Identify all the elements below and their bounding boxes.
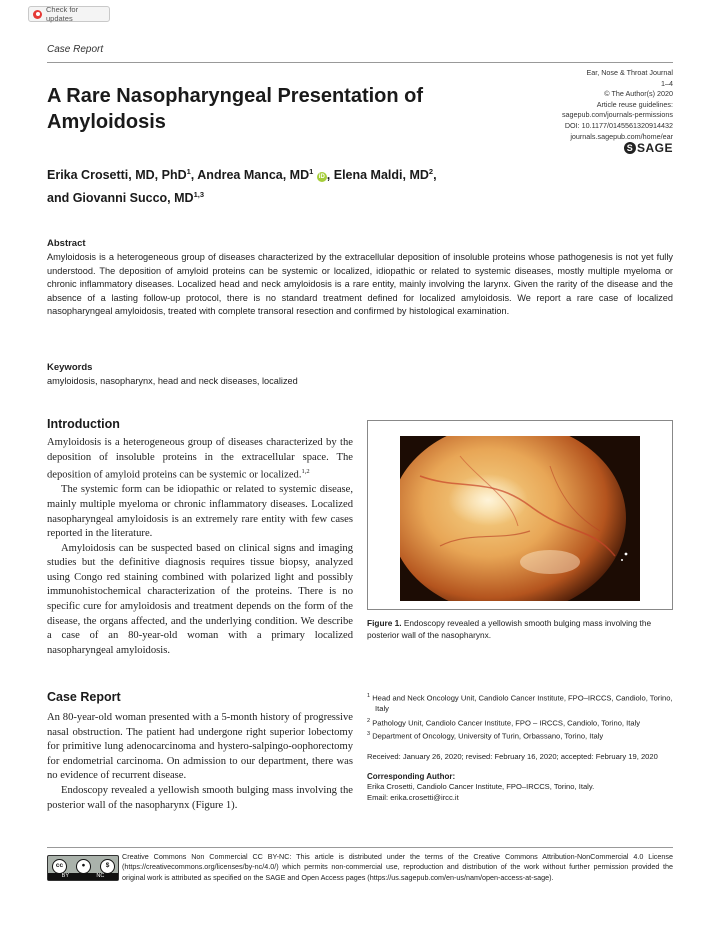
journal-meta — [473, 68, 673, 142]
orcid-icon[interactable]: iD — [318, 174, 325, 181]
journal-name: Ear, Nose & Throat Journal — [586, 68, 673, 77]
corresponding-author-email[interactable]: Email: erika.crosetti@ircc.it — [367, 793, 459, 803]
paragraph: Amyloidosis can be suspected based on clinical signs and imaging studies but the definitive diagnosis requires tissue biopsy, analyzed using Congo red staining combined with polarized light and possibly immunohistochemical characterization of the proteins. There is no specific cure for amyloidosis and treatment depends on the form of the disease, the organs affected, and the underlying condition. We describe a case of an 80-year-old woman with a primary localized nasopharyngeal amyloidosis. — [47, 542, 353, 656]
attribution-icon: ● — [76, 859, 91, 874]
author-separator: , — [190, 168, 198, 183]
paragraph: Endoscopy revealed a yellowish smooth bulging mass involving the posterior wall of the nasopharynx (Figure 1). — [47, 784, 353, 811]
author-name: Elena Maldi, MD — [333, 168, 429, 183]
introduction-body — [47, 436, 353, 658]
doi[interactable]: DOI: 10.1177/0145561320914432 — [564, 120, 673, 130]
cc-icon: cc — [52, 859, 67, 874]
affiliation-number: 1 — [367, 693, 371, 699]
copyright: © The Author(s) 2020 — [604, 89, 673, 99]
keywords-text: amyloidosis, nasopharynx, head and neck diseases, localized — [47, 376, 298, 386]
article-type: Case Report — [47, 44, 104, 55]
cc-license-badge[interactable] — [47, 855, 119, 881]
affiliation-item — [367, 691, 673, 715]
non-commercial-icon: $ — [100, 859, 115, 874]
author-name: Erika Crosetti, MD, PhD — [47, 168, 187, 183]
affiliation-text: Department of Oncology, University of Turin, Orbassano, Torino, Italy — [372, 731, 604, 741]
paragraph — [47, 436, 353, 483]
permissions-link[interactable]: sagepub.com/journals-permissions — [561, 110, 673, 120]
check-for-updates-button[interactable] — [28, 6, 110, 22]
figure-caption — [367, 618, 673, 641]
affiliation-text: Pathology Unit, Candiolo Cancer Institute, FPO – IRCCS, Candiolo, Torino, Italy — [372, 718, 641, 728]
author-list — [47, 162, 527, 208]
affiliation-ref: 1,3 — [193, 190, 204, 200]
sage-logo-text: SAGE — [636, 141, 673, 155]
author-conjunction: and — [47, 191, 73, 206]
keywords-heading: Keywords — [47, 362, 93, 373]
affiliations — [367, 691, 673, 804]
affiliation-ref: 1 — [309, 167, 314, 176]
abstract-heading: Abstract — [47, 238, 86, 249]
author-separator: , — [326, 168, 334, 183]
header-divider — [47, 62, 673, 63]
figure-label: Figure 1. — [367, 618, 402, 628]
affiliation-ref: 1 — [186, 167, 191, 176]
received-dates: Received: January 26, 2020; revised: February 16, 2020; accepted: February 19, 2020 — [367, 751, 658, 761]
cc-badge-strip — [48, 873, 118, 880]
check-for-updates-label: Check for updates — [46, 5, 79, 23]
case-report-body — [47, 711, 353, 813]
affiliation-text: Head and Neck Oncology Unit, Candiolo Cancer Institute, FPO–IRCCS, Candiolo, Torino, Italy — [372, 693, 673, 714]
affiliation-number: 2 — [367, 717, 371, 724]
update-icon — [33, 10, 42, 19]
endoscopy-image — [400, 436, 640, 601]
figure-caption-text: Endoscopy revealed a yellowish smooth bulging mass involving the posterior wall of the nasopharynx. — [367, 618, 652, 640]
affiliation-item — [367, 729, 673, 742]
case-report-heading: Case Report — [47, 690, 121, 704]
paragraph: The systemic form can be idiopathic or related to systemic disease, mainly multiple myeloma or chronic inflammatory diseases. Localized nasopharyngeal amyloidosis is an extremely rare entity with few cases reported in the literature. — [47, 484, 353, 540]
badge-by-label: BY — [61, 873, 70, 879]
corresponding-author-heading: Corresponding Author: — [367, 771, 456, 781]
reuse-guidelines: Article reuse guidelines: — [596, 99, 673, 109]
sage-logo — [624, 141, 673, 155]
abstract-text: Amyloidosis is a heterogeneous group of diseases characterized by the extracellular deposition of insoluble proteins whose pathogenesis is not yet fully understood. The deposition of amyloid proteins can be systemic or localized, idiopathic or related to systemic diseases, mostly multiple myeloma or chronic inflammatory diseases. Localized head and neck amyloidosis is a rare entity, mainly involving the larynx. Given the rarity of the disease and the absence of a lasting follow-up protocol, there is no standard treatment defined for localized amyloidosis. We report a rare case of localized nasopharyngeal amyloidosis, treated with complete transoral resection and confirmed by histological examination. — [47, 252, 673, 317]
author-name: Andrea Manca, MD — [197, 168, 310, 183]
paragraph: An 80-year-old woman presented with a 5-month history of progressive nasal obstruction. The patient had undergone right superior lobectomy for primitive lung adenocarcinoma and hystero-salpingo-oophorectomy for endometrial carcinoma. On admission to our department, there was no evidence of recurrent disease. — [47, 712, 353, 782]
journal-home-link[interactable]: journals.sagepub.com/home/ear — [570, 131, 673, 141]
affiliation-item — [367, 716, 673, 729]
author-name: Giovanni Succo, MD — [72, 191, 194, 206]
affiliation-number: 3 — [367, 731, 371, 738]
article-title: A Rare Nasopharyngeal Presentation of Amyloidosis — [47, 85, 424, 133]
footer-divider — [47, 847, 673, 848]
sage-s-icon: S — [624, 142, 636, 154]
license-text: Creative Commons Non Commercial CC BY-NC: This article is distributed under the terms of the Creative Commons Attribution-NonCommercial 4.0 License (https://creativecommons.org/licenses/by-nc/4.0/) which permits non-commercial use, reproduction and distribution of the work without further permission provided the original work is attributed as specified on the SAGE and Open Access pages (https://us.sagepub.com/en-us/nam/open-access-at-sage). — [122, 852, 673, 882]
introduction-heading: Introduction — [47, 417, 120, 431]
paragraph-text: Amyloidosis is a heterogeneous group of diseases characterized by the deposition of insoluble proteins in the extracellular space. The deposition of amyloid proteins can be systemic or localized. — [47, 437, 353, 481]
citation-ref[interactable]: 1,2 — [301, 468, 310, 476]
endoscopy-image-drawing — [400, 436, 640, 601]
author-separator: , — [433, 168, 437, 183]
badge-nc-label: NC — [96, 873, 105, 879]
corresponding-author-name: Erika Crosetti, Candiolo Cancer Institute, FPO–IRCCS, Torino, Italy. — [367, 782, 595, 792]
page-range: 1–4 — [661, 78, 673, 88]
affiliation-ref: 2 — [428, 167, 434, 176]
